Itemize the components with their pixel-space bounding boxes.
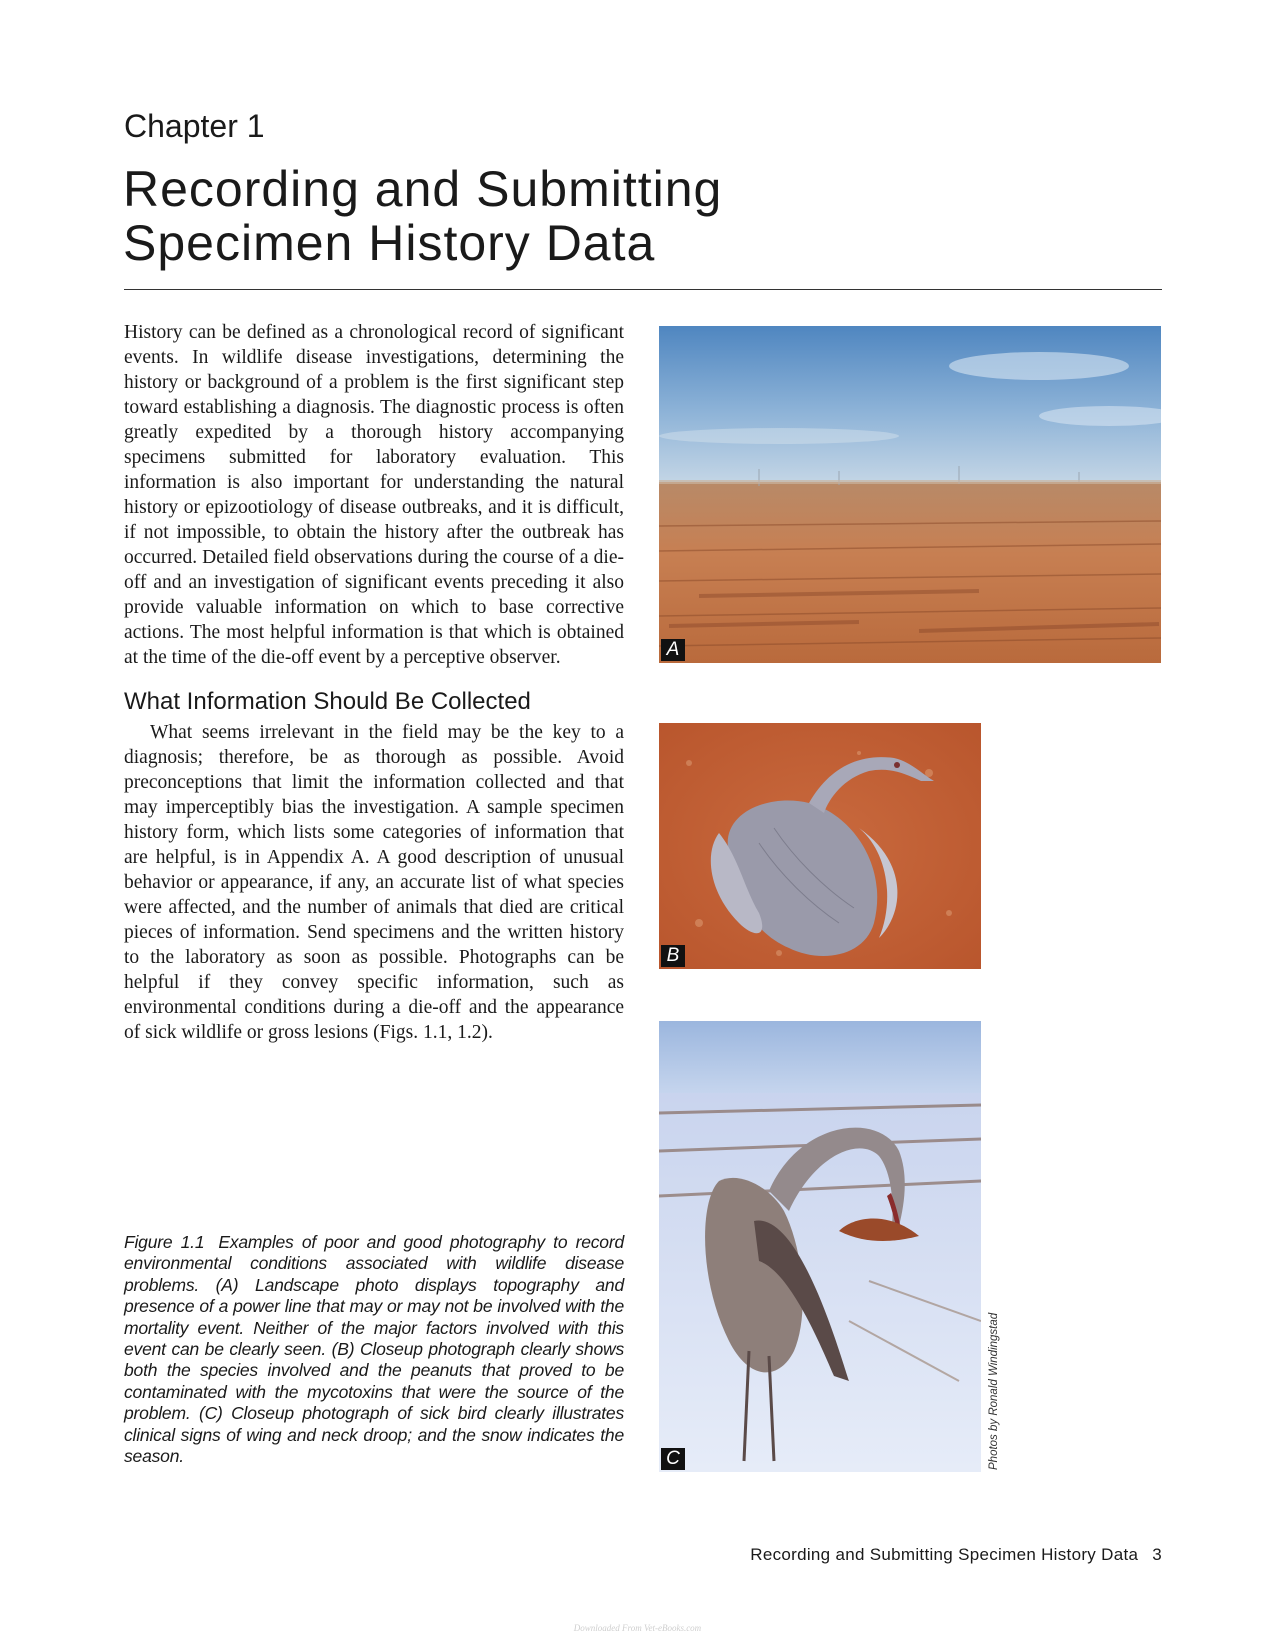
panel-label-a: A (661, 639, 685, 661)
watermark: Downloaded From Vet-eBooks.com (573, 1623, 702, 1633)
main-text-column (124, 320, 624, 1045)
chapter-title-line-2: Specimen History Data (123, 215, 656, 271)
photo-c-closeup (659, 1021, 981, 1472)
photo-credit: Photos by Ronald Windingstad (988, 1312, 1000, 1470)
panel-label-c: C (661, 1448, 685, 1470)
section-paragraph: What seems irrelevant in the field may be the key to a diagnosis; therefore, be as thorough as possible. Avoid preconceptions that limit the information collected and that may imperceptibly bias the investigation. A sample specimen history form, which lists some categories of information that are helpful, is in Appendix A. A good description of unusual behavior or appearance, if any, an accurate list of what species were affected, and the number of animals that died are critical pieces of information. Send specimens and the written history to the laboratory as soon as possible. Photographs can be helpful if they convey specific information, such as environmental conditions during a die-off and the appearance of sick wildlife or gross lesions (Figs. 1.1, 1.2). (124, 722, 624, 1043)
chapter-title (123, 162, 1023, 270)
section-heading: What Information Should Be Collected (124, 688, 531, 715)
page-number: 3 (1152, 1545, 1162, 1564)
figure-caption-text: Examples of poor and good photography to record environmental conditions associated with wildlife disease problems. (A) Landscape photo displays topography and presence of a power line that may or may not be involved with the mortality event. Neither of the major factors involved with this event can be clearly seen. (B) Closeup photograph clearly shows both the species involved and the peanuts that proved to be contaminated with the mycotoxins that were the source of the problem. (C) Closeup photograph of sick bird clearly illustrates clinical signs of wing and neck droop; and the snow indicates the season. (124, 1232, 625, 1467)
figure-caption (124, 1232, 624, 1467)
running-title: Recording and Submitting Specimen History Data (750, 1545, 1139, 1564)
page-footer (750, 1545, 1162, 1565)
chapter-label: Chapter 1 (124, 108, 265, 144)
title-divider (124, 289, 1162, 290)
photo-a-landscape (659, 326, 1161, 663)
intro-paragraph: History can be defined as a chronological record of significant events. In wildlife disease investigations, determining the history or background of a problem is the first significant step toward establishing a diagnosis. The diagnostic process is often greatly expedited by a thorough history accompanying specimens submitted for laboratory evaluation. This information is also important for understanding the natural history or epizootiology of disease outbreaks, and it is difficult, if not impossible, to obtain the history after the outbreak has occurred. Detailed field observations during the course of a die-off and an investigation of significant events preceding it also provide valuable information on which to base corrective actions. The most helpful information is that which is obtained at the time of the die-off event by a perceptive observer. (124, 322, 624, 668)
chapter-title-line-1: Recording and Submitting (123, 161, 723, 217)
photo-b-closeup (659, 723, 981, 969)
figure-number: Figure 1.1 (124, 1232, 205, 1252)
panel-label-b: B (661, 945, 685, 967)
